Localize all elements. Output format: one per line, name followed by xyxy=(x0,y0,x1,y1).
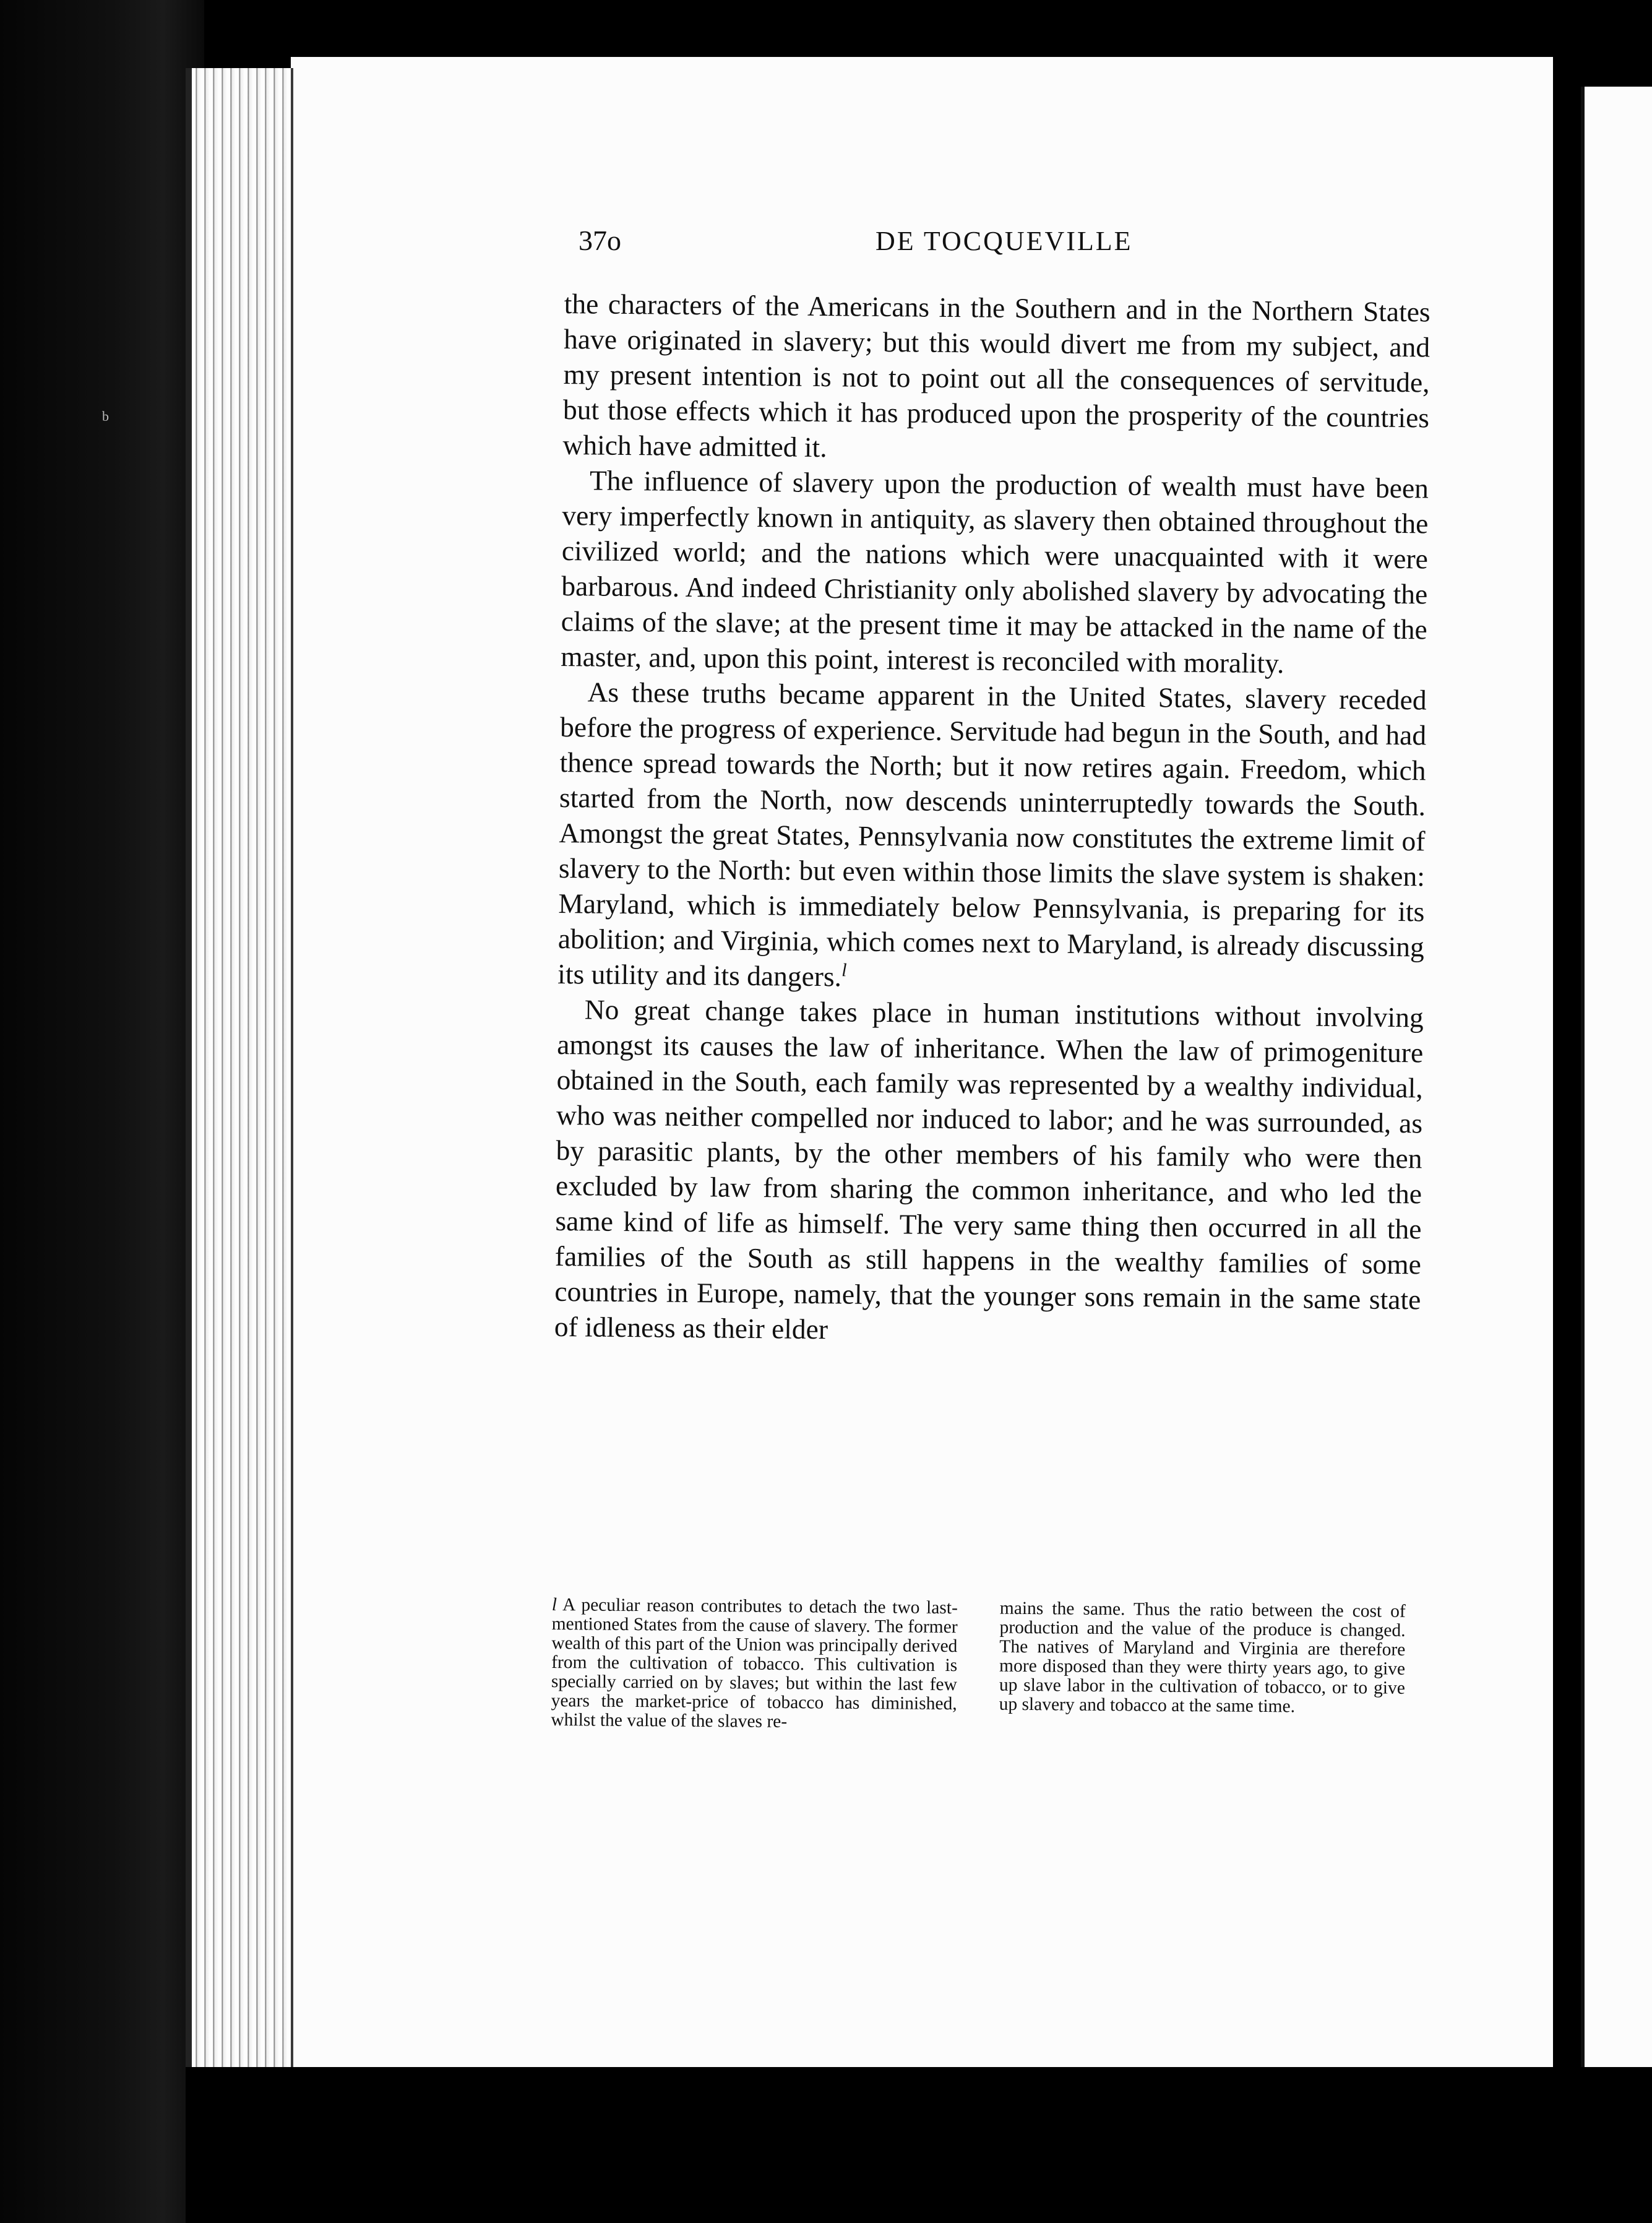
paragraph-4: No great change takes place in human institutions without involving amongst its causes the law of inheritance. When the law of primogeniture obtained in the South, each family was represented by a wealthy individual, who was neither compelled nor induced to labor; and he was surrounded, as by parasitic plants, by the other members of his family who were then excluded by law from sharing the common inheritance, and who led the same kind of life as himself. The very same thing then occurred in all the families of the South as still happens in the wealthy families of some countries in Europe, namely, that the younger sons remain in the same state of idleness as their elder xyxy=(554,993,1424,1345)
footnote-column-1 xyxy=(551,1595,958,1772)
footnotes xyxy=(551,1595,1406,1776)
book-spine xyxy=(0,0,204,2223)
footnote-reference: l xyxy=(841,960,847,981)
facing-page-edge xyxy=(1581,87,1652,2110)
footnote-column-2: mains the same. Thus the ratio between the cost of production and the value of the produce is changed. The natives of Maryland and Virginia are therefore more disposed than they were thirty years ago, to give up slave labor in the cultivation of tobacco, or to give up slavery and tobacco at the same time. xyxy=(999,1598,1406,1717)
page-header xyxy=(579,224,1448,274)
gutter-line xyxy=(291,68,293,2067)
page-number: 37o xyxy=(579,225,621,256)
paragraph-3 xyxy=(557,674,1427,999)
page-edges xyxy=(186,68,300,2067)
body-text xyxy=(552,286,1430,1606)
running-head: DE TOCQUEVILLE xyxy=(875,226,1133,256)
bottom-border xyxy=(186,2067,1652,2223)
paragraph-3-text: As these truths became apparent in the United States, slavery receded before the progress of experience. Servitude had begun in the South, and had thence spread towards the North; but it now retires again. Freedom, which started from the North, now descends uninterruptedly towards the South. Amongst the great States, Pennsylvania now constitutes the extreme limit of slavery to the North: but even within those limits the slave system is shaken: Maryland, which is immediately below Pennsylvania, is preparing for its abolition; and Virginia, which comes next to Maryland, is already discussing its utility and its dangers. xyxy=(557,676,1427,993)
margin-mark: b xyxy=(102,408,109,424)
footnote-mark: l xyxy=(551,1595,557,1615)
footnote-col1-text: A peculiar reason contributes to detach the two last-mentioned States from the cause of slavery. The former wealth of this part of the Union was principally derived from the cultivation of tobacco. This cultivation is specially carried on by slaves; but within the last few years the market-price of tobacco has diminished, whilst the value of the slaves re- xyxy=(551,1595,958,1732)
paragraph-1: the characters of the Americans in the Southern and in the Northern States have originated in slavery; but this would divert me from my subject, and my present intention is not to point out all the consequences of servitude, but those effects which it has produced upon the prosperity of the countries which have admitted it. xyxy=(562,287,1430,464)
paragraph-2: The influence of slavery upon the production of wealth must have been very imperfectly known in antiquity, as slavery then obtained throughout the civilized world; and the nations which were unacquainted with it were barbarous. And indeed Christianity only abolished slavery by advocating the claims of the slave; at the present time it may be attacked in the name of the master, and, upon this point, interest is reconciled with morality. xyxy=(561,464,1429,680)
